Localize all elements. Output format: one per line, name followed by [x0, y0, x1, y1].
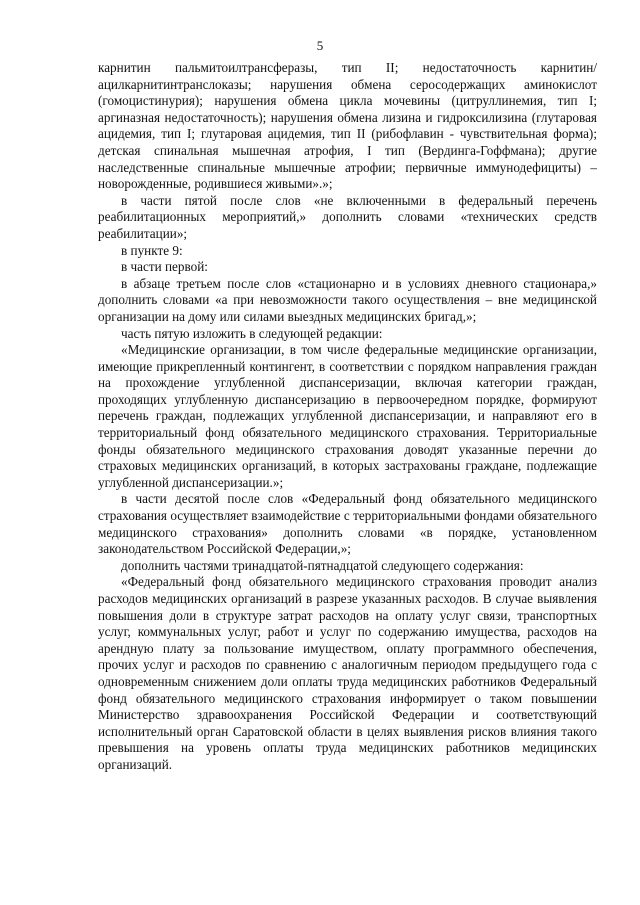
paragraph-3: в пункте 9: [121, 242, 183, 258]
paragraph-8: в части десятой после слов «Федеральный фонд обязательного медицинского страхования осуществляет взаимодействие с территориальными фондами обязательного медицинского страхования» дополнить словами «в порядке, установленном законодательством Российской Федерации,»; [98, 491, 597, 557]
paragraph-6: часть пятую изложить в следующей редакции: [121, 325, 383, 341]
paragraph-2: в части пятой после слов «не включенными в федеральный перечень реабилитационных мероприятий,» дополнить словами «технических средств реабилитации»; [98, 192, 597, 241]
paragraph-9: дополнить частями тринадцатой-пятнадцатой следующего содержания: [121, 557, 524, 573]
document-body [98, 60, 597, 774]
paragraph-7: «Медицинские организации, в том числе федеральные медицинские организации, имеющие прикрепленный контингент, в соответствии с порядком направления граждан на прохождение углубленной диспансеризации, включая категории граждан, проходящих углубленную диспансеризацию в первоочередном порядке, формируют перечень граждан, подлежащих углубленной диспансеризации, и направляют его в территориальный фонд обязательного медицинского страхования. Территориальные фонды обязательного медицинского страхования доводят указанные перечни до страховых медицинских организаций, в которых застрахованы граждане, подлежащие углубленной диспансеризации.»; [98, 342, 597, 490]
paragraph-4: в части первой: [121, 259, 208, 275]
paragraph-1: карнитин пальмитоилтрансферазы, тип II; недостаточность карнитин/ацилкарнитинтранслоказы; нарушения обмена серосодержащих аминокислот (гомоцистинурия); нарушения обмена цикла мочевины (цитруллинемия, тип I; аргиназная недостаточность); нарушения обмена лизина и гидроксилизина (глутаровая ацидемия, тип I; глутаровая ацидемия, тип II (рибофлавин - чувствительная форма); детская спинальная мышечная атрофия, I тип (Вердинга-Гоффмана); другие наследственные спинальные мышечные атрофии; первичные иммунодефициты) – новорожденные, родившиеся живыми».»; [98, 60, 597, 192]
paragraph-10: «Федеральный фонд обязательного медицинского страхования проводит анализ расходов медицинских организаций в разрезе указанных расходов. В случае выявления повышения доли в структуре затрат расходов на оплату услуг связи, транспортных услуг, коммунальных услуг, работ и услуг по содержанию имущества, расходов на арендную плату за пользование имуществом, оплату программного обеспечения, прочих услуг и расходов по сравнению с аналогичным периодом предыдущего года с одновременным снижением доли оплаты труда медицинских работников Федеральный фонд обязательного медицинского страхования информирует о таком повышении Министерство здравоохранения Российской Федерации и соответствующий исполнительный орган Саратовской области в целях выявления рисков влияния такого превышения на уровень оплаты труда медицинских работников медицинских организаций. [98, 574, 597, 772]
page-number: 5 [316, 38, 324, 53]
paragraph-5: в абзаце третьем после слов «стационарно и в условиях дневного стационара,» дополнить словами «а при невозможности такого осуществления – вне медицинской организации на дому или силами выездных медицинских бригад,»; [98, 275, 597, 324]
